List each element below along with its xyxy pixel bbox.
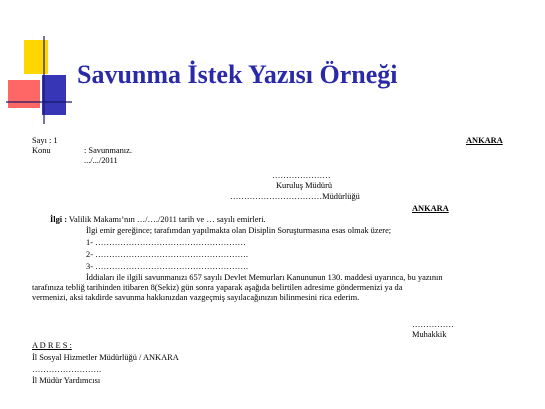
deco-blue-square (42, 75, 66, 115)
address-line-2: İl Müdür Yardımcısı (32, 376, 101, 385)
city-top: ANKARA (466, 136, 503, 145)
ilgi-line (50, 215, 266, 225)
city-mid: ANKARA (412, 204, 449, 213)
letter-date: .../.../2011 (84, 156, 118, 165)
paragraph-line-2: tarafınıza tebliğ tarihinden itibaren 8(Sekiz) gün sonra yaparak aşağıda belirtilen adresime göndermenizi ya da (32, 283, 403, 292)
intro-line: İlgi emir gereğince; tarafımdan yapılmakta olan Disiplin Soruşturmasına esas olmak üzere; (86, 226, 392, 235)
konu-label: Konu (32, 146, 51, 155)
recipient-dept: ……………………………Müdürlüğü (230, 192, 360, 201)
list-item: 3- ………………………………………………. (86, 262, 248, 271)
address-label: A D R E S : (32, 341, 72, 350)
slide-title: Savunma İstek Yazısı Örneği (77, 60, 398, 89)
ilgi-label: İlgi : (50, 215, 67, 224)
address-line-1: İl Sosyal Hizmetler Müdürlüğü / ANKARA (32, 353, 179, 362)
list-item: 2- ………………………………………………. (86, 250, 248, 259)
ilgi-text: Valilik Makamı’nın …/…./2011 tarih ve … sayılı emirleri. (66, 215, 266, 224)
deco-red-square (8, 80, 40, 108)
address-dots: ……………………. (32, 365, 102, 374)
recipient-board: Kuruluş Müdürü (276, 181, 333, 190)
konu-value: : Savunmanız. (84, 146, 132, 155)
decoration-squares (0, 0, 75, 130)
paragraph-line-1: İddiaları ile ilgili savunmanızı 657 sayılı Devlet Memurları Kanununun 130. maddesi uyarınca, bu yazının (86, 273, 443, 282)
signature-title: Muhakkik (412, 330, 447, 339)
signature-dots: …………… (412, 320, 454, 329)
list-item: 1- ……………………………………………… (86, 238, 246, 247)
recipient-dots: ………………… (272, 171, 331, 180)
paragraph-line-3: vermenizi, aksi takdirde savunma hakkınızdan vazgeçmiş sayılacağınızın bilinmesini rica ederim. (32, 293, 360, 302)
sayi-line: Sayı : 1 (32, 136, 58, 145)
